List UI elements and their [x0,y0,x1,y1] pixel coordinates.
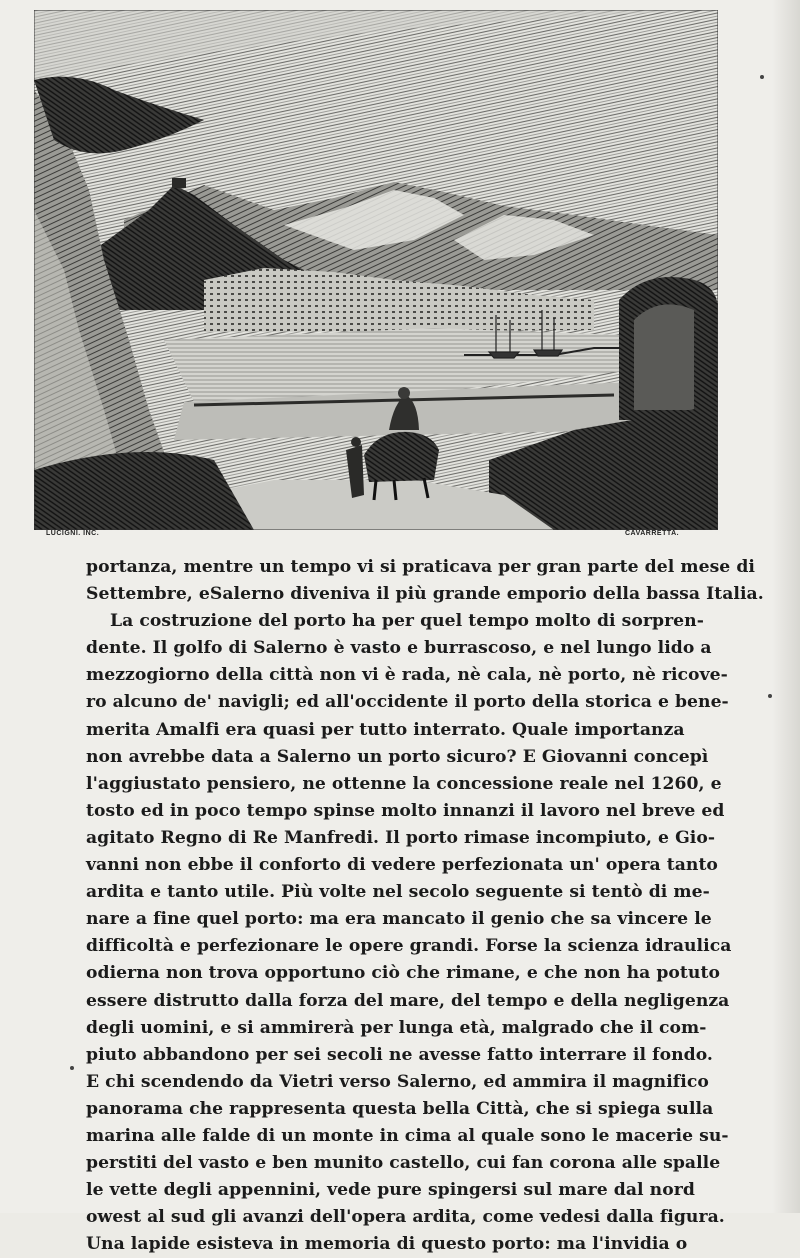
text-line: Una lapide esisteva in memoria di questo porto: ma l'invidia o [86,1234,688,1255]
artist-credit: CAVARRETTA. [625,530,680,537]
text-line: ro alcuno de' navigli; ed all'occidente il porto della storica e bene- [86,692,729,713]
text-line: le vette degli appennini, vede pure spingersi sul mare dal nord [86,1180,695,1201]
text-line: odierna non trova opportuno ciò che rimane, e che non ha potuto [86,963,720,984]
engraver-credit: LUCIGNI. INC. [46,530,100,537]
castle-ruin [172,178,186,188]
paper-speck [760,75,764,79]
text-line: dente. Il golfo di Salerno è vasto e burrascoso, e nel lungo lido a [86,638,712,659]
text-line: owest al sud gli avanzi dell'opera ardita, come vedesi dalla figura. [86,1207,725,1228]
paper-speck [768,694,772,698]
text-line: non avrebbe data a Salerno un porto sicuro? E Giovanni concepì [86,746,709,767]
text-line: marina alle falde di un monte in cima al quale sono le macerie su- [86,1125,729,1146]
text-line: essere distrutto dalla forza del mare, del tempo e della negligenza [86,990,730,1011]
page-edge-shadow [772,0,800,1213]
text-line: perstiti del vasto e ben munito castello, cui fan corona alle spalle [86,1153,721,1174]
text-line: piuto abbandono per sei secoli ne avesse fatto interrare il fondo. [86,1044,713,1065]
text-line: agitato Regno di Re Manfredi. Il porto rimase incompiuto, e Gio- [86,827,716,848]
text-line: panorama che rappresenta questa bella Città, che si spiega sulla [86,1098,714,1119]
text-line: mezzogiorno della città non vi è rada, nè cala, nè porto, nè ricove- [86,665,728,686]
text-line: La costruzione del porto ha per quel tempo molto di sorpren- [110,611,704,632]
text-line: ardita e tanto utile. Più volte nel secolo seguente si tentò di me- [86,882,710,903]
engraving-illustration [34,10,718,530]
text-line: tosto ed in poco tempo spinse molto innanzi il lavoro nel breve ed [86,800,725,821]
text-line: Settembre, eSalerno diveniva il più grande emporio della bassa Italia. [86,584,764,605]
paper-speck [70,1066,74,1070]
text-line: portanza, mentre un tempo vi si praticava per gran parte del mese di [86,557,755,577]
text-line: l'aggiustato pensiero, ne ottenne la concessione reale nel 1260, e [86,773,722,794]
text-line: difficoltà e perfezionare le opere grandi. Forse la scienza idraulica [86,936,732,957]
text-line: merita Amalfi era quasi per tutto interrato. Quale importanza [86,719,685,740]
text-line: vanni non ebbe il conforto di vedere perfezionata un' opera tanto [86,855,718,876]
text-line: E chi scendendo da Vietri verso Salerno, ed ammira il magnifico [86,1071,709,1092]
text-line: nare a fine quel porto: ma era mancato il genio che sa vincere le [86,909,712,930]
text-line: degli uomini, e si ammirerà per lunga età, malgrado che il com- [86,1017,707,1038]
body-text [86,554,764,1258]
